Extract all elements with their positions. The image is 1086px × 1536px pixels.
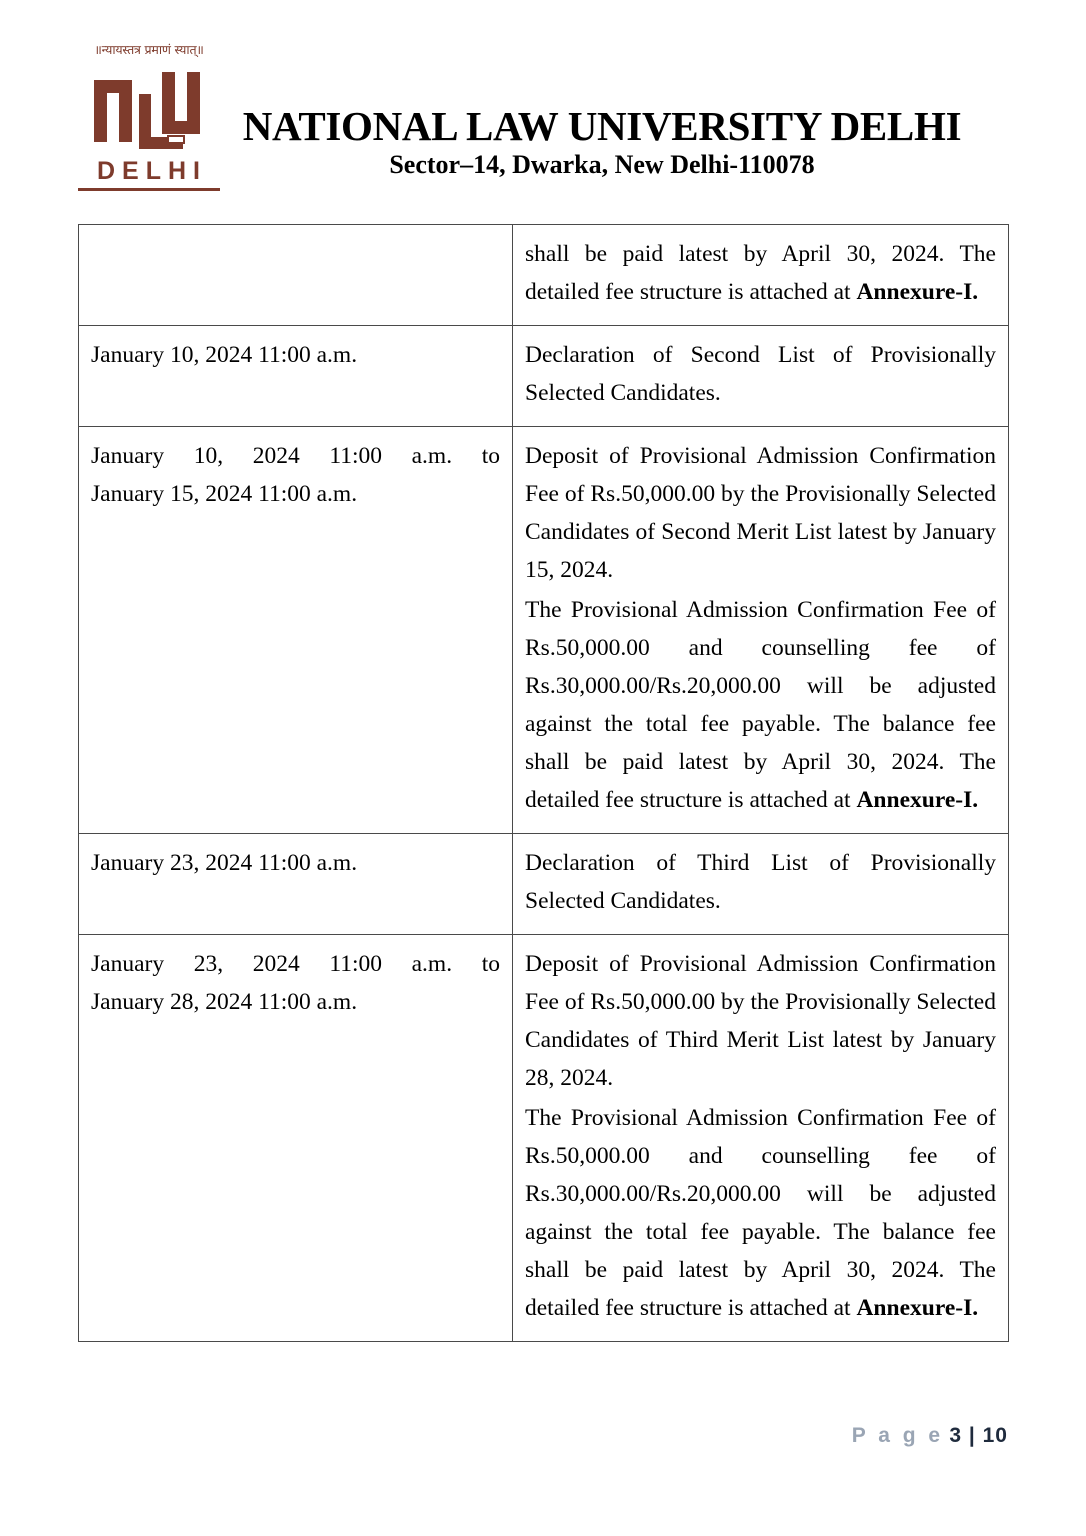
cell-date <box>79 427 513 834</box>
university-logo <box>76 44 222 191</box>
cell-description <box>513 326 1009 427</box>
table-row <box>79 326 1009 427</box>
annexure-reference: Annexure-I. <box>856 1295 979 1321</box>
paragraph <box>525 235 996 311</box>
cell-description <box>513 834 1009 935</box>
table-row <box>79 834 1009 935</box>
page-label: P a g e <box>851 1424 944 1447</box>
university-name: NATIONAL LAW UNIVERSITY DELHI <box>242 103 962 149</box>
date-text: January 10, 2024 11:00 a.m. <box>91 342 358 368</box>
date-text-end: January 15, 2024 11:00 a.m. <box>91 481 358 507</box>
page-number: 3 | 10 <box>949 1424 1008 1447</box>
cell-description <box>513 225 1009 326</box>
cell-description <box>513 427 1009 834</box>
admission-schedule-table <box>78 224 1009 1342</box>
date-text: January 23, 2024 11:00 a.m. <box>91 850 358 876</box>
page-header <box>0 0 1086 210</box>
cell-description <box>513 935 1009 1342</box>
annexure-reference: Annexure-I. <box>856 787 979 813</box>
table-body <box>79 225 1009 1342</box>
paragraph: Deposit of Provisional Admission Confirmation Fee of Rs.50,000.00 by the Provisionally Selected Candidates of Second Merit List latest by January 15, 2024. <box>525 443 996 583</box>
date-text-start: January 23, 2024 11:00 a.m. to <box>91 951 500 977</box>
date-text-end: January 28, 2024 11:00 a.m. <box>91 989 358 1015</box>
table-row <box>79 225 1009 326</box>
logo-underline <box>78 188 220 191</box>
cell-date <box>79 225 513 326</box>
page-footer <box>0 1424 1008 1448</box>
cell-date <box>79 834 513 935</box>
paragraph: Declaration of Third List of Provisionally Selected Candidates. <box>525 850 996 914</box>
paragraph-text: shall be paid latest by April 30, 2024. The detailed fee structure is attached at <box>525 241 996 305</box>
cell-date <box>79 935 513 1342</box>
logo-wordmark: DELHI <box>97 156 207 185</box>
annexure-reference: Annexure-I. <box>856 279 979 305</box>
paragraph: Declaration of Second List of Provisionally Selected Candidates. <box>525 342 996 406</box>
logo-motto-sanskrit: ॥न्यायस्तत्र प्रमाणं स्यात्॥ <box>94 42 204 57</box>
paragraph-text: The Provisional Admission Confirmation Fee of Rs.50,000.00 and counselling fee of Rs.30,000.00/Rs.20,000.00 will be adjusted against the total fee payable. The balance fee shall be paid latest by April 30, 2024. The detailed fee structure is attached at <box>525 1105 996 1321</box>
table-row <box>79 427 1009 834</box>
paragraph <box>525 591 996 819</box>
university-address: Sector–14, Dwarka, New Delhi-110078 <box>389 150 815 179</box>
paragraph: Deposit of Provisional Admission Confirmation Fee of Rs.50,000.00 by the Provisionally Selected Candidates of Third Merit List latest by January 28, 2024. <box>525 951 996 1091</box>
paragraph-text: The Provisional Admission Confirmation Fee of Rs.50,000.00 and counselling fee of Rs.30,000.00/Rs.20,000.00 will be adjusted against the total fee payable. The balance fee shall be paid latest by April 30, 2024. The detailed fee structure is attached at <box>525 597 996 813</box>
date-text-start: January 10, 2024 11:00 a.m. to <box>91 443 500 469</box>
nlu-monogram-icon <box>76 62 222 158</box>
paragraph <box>525 1099 996 1327</box>
cell-date <box>79 326 513 427</box>
table-row <box>79 935 1009 1342</box>
